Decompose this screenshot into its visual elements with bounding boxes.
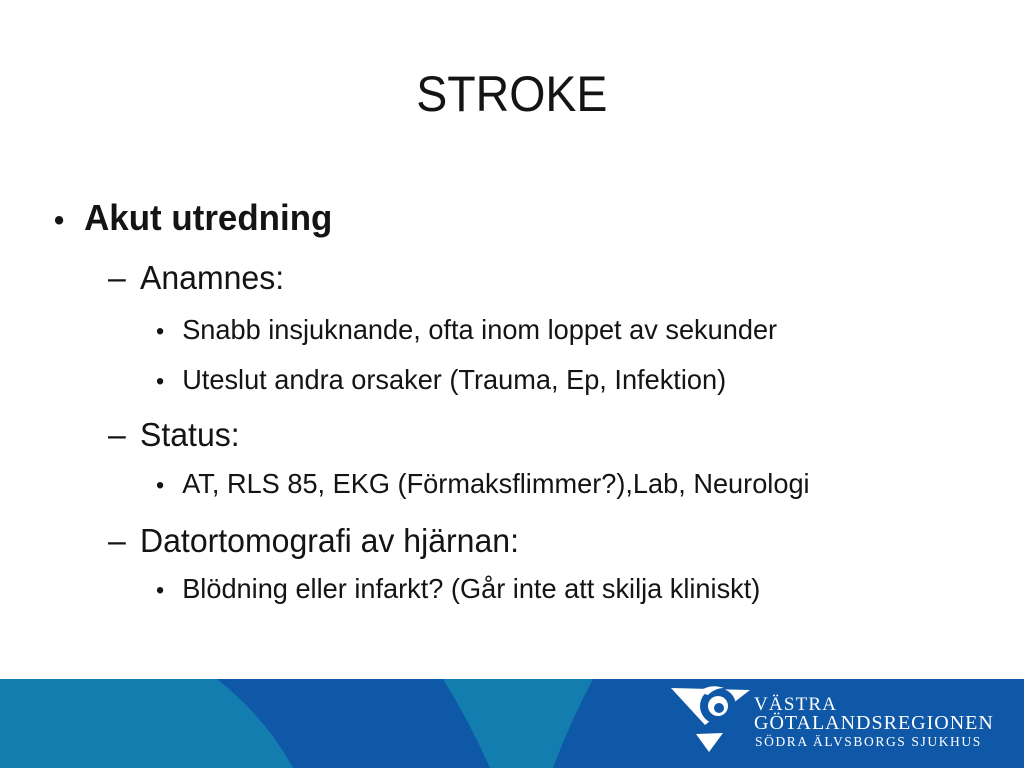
- bullet-row: [156, 364, 726, 396]
- bullet-text: Anamnes:: [140, 259, 285, 296]
- bullet-row: [108, 416, 240, 454]
- bullet-marker: •: [156, 577, 165, 604]
- bullet-row: [108, 522, 519, 560]
- bullet-marker: •: [54, 204, 65, 237]
- bullet-row: [156, 314, 777, 346]
- bullet-text: Status:: [140, 416, 240, 453]
- slide-title: [0, 66, 1024, 124]
- bullet-text: Uteslut andra orsaker (Trauma, Ep, Infektion): [182, 364, 727, 395]
- dash-marker: –: [108, 522, 126, 559]
- bullet-marker: •: [156, 472, 165, 499]
- bullet-text: Datortomografi av hjärnan:: [140, 522, 519, 559]
- bullet-text: Snabb insjuknande, ofta inom loppet av sekunder: [182, 314, 778, 345]
- slide-title-text: STROKE: [416, 66, 608, 122]
- dash-marker: –: [108, 259, 126, 296]
- bullet-marker: •: [156, 368, 165, 395]
- bullet-text: AT, RLS 85, EKG (Förmaksflimmer?),Lab, Neurologi: [182, 468, 810, 499]
- bullet-text: Akut utredning: [84, 197, 333, 238]
- bullet-row: [156, 573, 760, 605]
- vgr-logo-icon: [670, 682, 752, 754]
- logo-text-region-line2: GÖTALANDSREGIONEN: [754, 712, 994, 734]
- bullet-row: [54, 197, 332, 239]
- logo-text-hospital: SÖDRA ÄLVSBORGS SJUKHUS: [755, 734, 982, 749]
- logo-text-region-line1: VÄSTRA: [754, 694, 838, 715]
- bullet-row: [108, 259, 284, 297]
- bullet-marker: •: [156, 318, 165, 345]
- bullet-text: Blödning eller infarkt? (Går inte att skilja kliniskt): [182, 573, 761, 604]
- dash-marker: –: [108, 416, 126, 453]
- bullet-row: [156, 468, 810, 500]
